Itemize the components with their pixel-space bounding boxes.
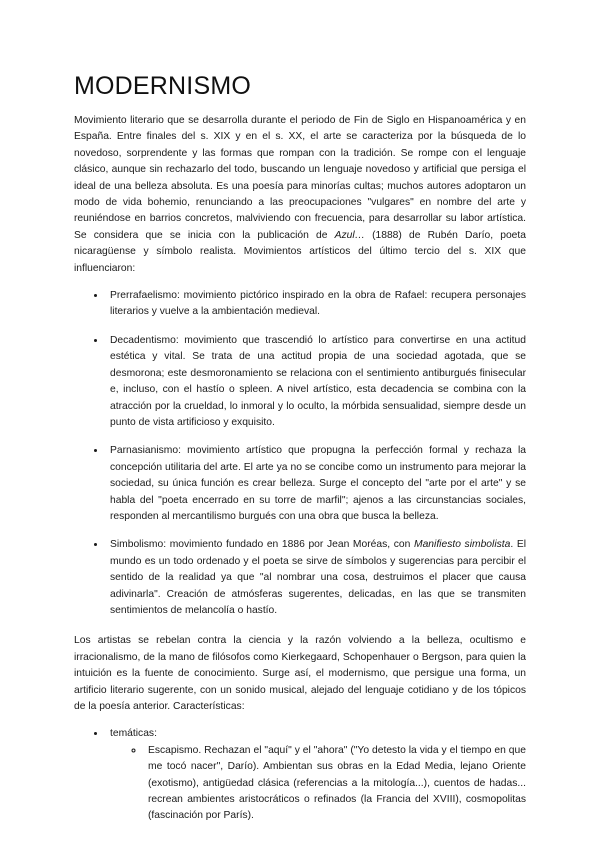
list-item-prerrafaelismo: • Prerrafaelismo: movimiento pictórico inspirado en la obra de Rafael: recupera personajes literarios y vuelve a la ambientación medieval. <box>106 288 526 321</box>
list-item-parnasianismo: • Parnasianismo: movimiento artístico que propugna la perfección formal y rechaza la concepción utilitaria del arte. El arte ya no se concibe como un instrumento para mejorar la sociedad, su única función es crear belleza. Surge el concepto del "arte por el arte" y se habla del "poeta encerrado en su torre de marfil"; ajenos a las circunstancias sociales, responden al mercantilismo burgués con una obra que busca la belleza. <box>106 443 526 525</box>
simbolismo-text-end: . El mundo es un todo ordenado y el poeta se sirve de símbolos y sugerencias para percibir el sentido de la realidad ya que "al nombrar una cosa, destruimos el placer que causa adivinarla". Creación de atmósferas sugerentes, delicadas, en las que se transmiten sentimientos de melancolía o hastío. <box>110 539 526 616</box>
list-item-simbolismo <box>106 537 526 619</box>
sublist-item-escapismo: ◦ Escapismo. Rechazan el "aquí" y el "ahora" ("Yo detesto la vida y el tiempo en que me tocó nacer", Darío). Ambientan sus obras en la Edad Media, lejano Oriente (exotismo), antigüedad clásica (referencias a la mitología...), cuentos de hadas... recrean ambientes aristocráticos o refinados (la Francia del XVIII), cosmopolitas (fascinación por París). <box>144 743 526 825</box>
intro-paragraph <box>74 113 526 277</box>
list-item-decadentismo: • Decadentismo: movimiento que trascendió lo artístico para convertirse en una actitud estética y vital. Se trata de una actitud propia de una sociedad agotada, que se desmorona; este desmoronamiento se relaciona con el sentimiento antiburgués finisecular e, incluso, con el hastío o spleen. A nivel artístico, esta decadencia se combina con la atracción por la crueldad, lo inmoral y lo oculto, la mórbida sensualidad, siempre desde un punto de vista artificioso y exquisito. <box>106 333 526 431</box>
simbolismo-italic-title: Manifiesto simbolista <box>414 539 511 551</box>
simbolismo-text-start: Simbolismo: movimiento fundado en 1886 por Jean Moréas, con <box>110 539 414 551</box>
movements-list <box>74 288 526 619</box>
intro-text-end: (1888) de Rubén Darío, poeta nicaragüense y símbolo realista. Movimientos artísticos del último tercio del s. XIX que influenciaron: <box>74 229 526 274</box>
second-paragraph: Los artistas se rebelan contra la ciencia y la razón volviendo a la belleza, ocultismo e irracionalismo, de la mano de filósofos como Kierkegaard, Schopenhauer o Bergson, para quien la intuición es la fuente de conocimiento. Surge así, el modernismo, que persigue una forma, un artificio literario sugerente, con un sonido musical, alejado del lenguaje cotidiano y de los tópicos de la poesía anterior. Características: <box>74 635 526 712</box>
intro-text-start: Movimiento literario que se desarrolla durante el periodo de Fin de Siglo en Hispanoamérica y en España. Entre finales del s. XIX y en el s. XX, el arte se caracteriza por la búsqueda de lo novedoso, sorprendente y las formas que rompan con la tradición. Se rompe con el lenguaje clásico, aunque sin rechazarlo del todo, buscando un lenguaje novedoso y artificial que persiga el ideal de una belleza absoluta. Es una poesía para minorías cultas; muchos autores adoptaron un modo de vida bohemio, renunciando a las preocupaciones "vulgares" en nombre del arte y reuniéndose en barrios concretos, malviviendo con frecuencia, para desarrollar su labor artística. Se considera que se inicia con la publicación de <box>74 115 526 241</box>
page-title: MODERNISMO <box>74 72 251 100</box>
tematicas-label: temáticas: <box>110 728 157 740</box>
intro-italic-title: Azul… <box>334 229 365 241</box>
features-list <box>74 726 526 824</box>
list-item-tematicas <box>106 726 526 824</box>
tematicas-sublist <box>110 743 526 825</box>
